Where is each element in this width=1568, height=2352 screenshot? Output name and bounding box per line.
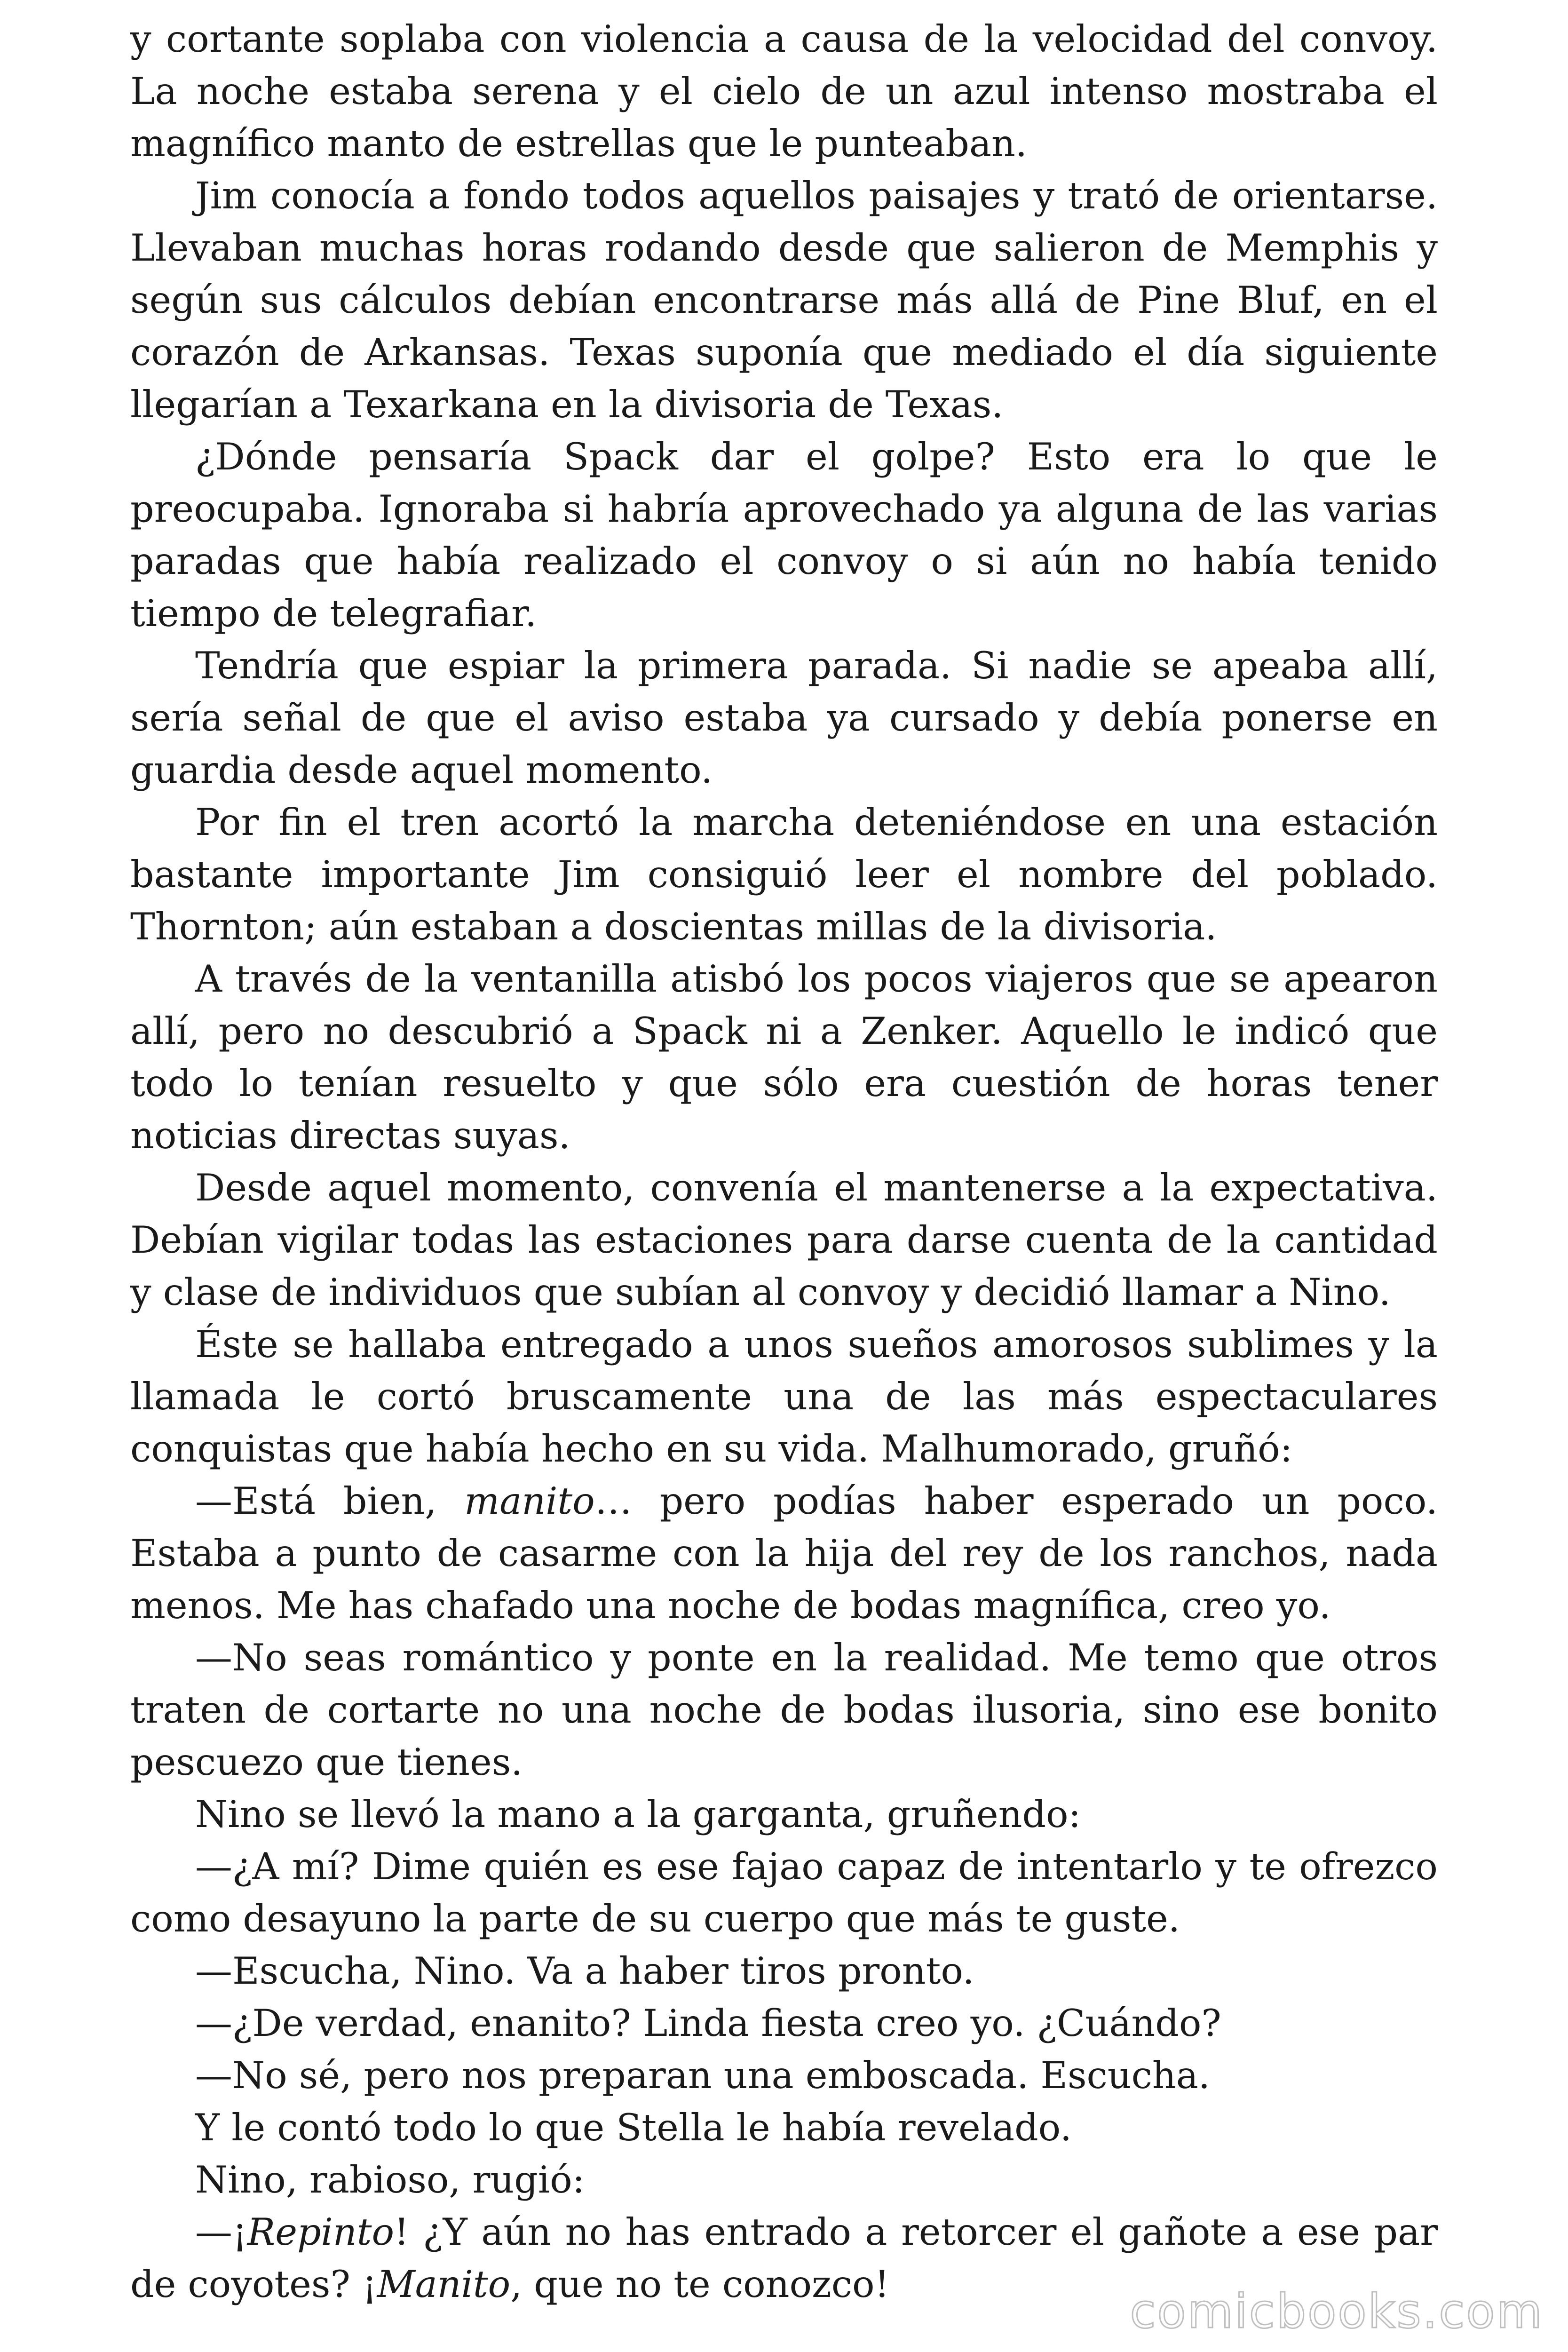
paragraph-text: —Está bien, — [195, 1479, 465, 1523]
paragraph-10 — [130, 1632, 1438, 1788]
paragraph-text: ¿Dónde pensaría Spack dar el golpe? Esto era lo que le preocupaba. Ignoraba si habría aprovechado ya alguna de las varias paradas que había realizado el convoy o si aún no había tenido tiempo de telegrafiar. — [130, 435, 1438, 635]
paragraph-8 — [130, 1319, 1438, 1475]
paragraph-15 — [130, 2050, 1438, 2102]
paragraph-6 — [130, 953, 1438, 1162]
paragraph-text: ! ¿Y aún no has entrado a retorcer el gañote a ese par de coyotes? ¡ — [130, 2210, 1438, 2306]
italic-word: Repinto — [247, 2210, 395, 2254]
paragraph-text: —No seas romántico y ponte en la realidad. Me temo que otros traten de cortarte no una noche de bodas ilusoria, sino ese bonito pescuezo que tienes. — [130, 1636, 1438, 1784]
paragraph-9 — [130, 1475, 1438, 1632]
paragraph-17 — [130, 2154, 1438, 2206]
paragraph-text: y cortante soplaba con violencia a causa de la velocidad del convoy. La noche estaba serena y el cielo de un azul intenso mostraba el magnífico manto de estrellas que le punteaban. — [130, 17, 1438, 165]
italic-word: manito — [464, 1479, 595, 1523]
paragraph-4 — [130, 640, 1438, 796]
paragraph-3 — [130, 431, 1438, 640]
paragraph-text: … pero podías haber esperado un poco. Estaba a punto de casarme con la hija del rey de los ranchos, nada menos. Me has chafado una noche de bodas magnífica, creo yo. — [130, 1479, 1438, 1627]
paragraph-11 — [130, 1788, 1438, 1841]
watermark: comicbooks.com — [1130, 2284, 1544, 2339]
paragraph-text: Tendría que espiar la primera parada. Si nadie se apeaba allí, sería señal de que el aviso estaba ya cursado y debía ponerse en guardia desde aquel momento. — [130, 644, 1438, 792]
body-text — [130, 13, 1438, 2311]
paragraph-5 — [130, 796, 1438, 953]
paragraph-14 — [130, 1997, 1438, 2050]
paragraph-1 — [130, 13, 1438, 170]
paragraph-text: Nino se llevó la mano a la garganta, gruñendo: — [195, 1793, 1081, 1836]
paragraph-text: Por fin el tren acortó la marcha deteniéndose en una estación bastante importante Jim consiguió leer el nombre del poblado. Thornton; aún estaban a doscientas millas de la divisoria. — [130, 801, 1438, 948]
paragraph-2 — [130, 170, 1438, 431]
paragraph-text: Nino, rabioso, rugió: — [195, 2158, 585, 2201]
paragraph-16 — [130, 2102, 1438, 2154]
paragraph-text: —¿A mí? Dime quién es ese fajao capaz de intentarlo y te ofrezco como desayuno la parte de su cuerpo que más te guste. — [130, 1845, 1438, 1940]
paragraph-text: , que no te conozco! — [510, 2263, 890, 2306]
paragraph-text: Jim conocía a fondo todos aquellos paisajes y trató de orientarse. Llevaban muchas horas rodando desde que salieron de Memphis y según sus cálculos debían encontrarse más allá de Pine Bluf, en el corazón de Arkansas. Texas suponía que mediado el día siguiente llegarían a Texarkana en la divisoria de Texas. — [130, 174, 1438, 426]
italic-word: Manito — [377, 2263, 511, 2306]
paragraph-13 — [130, 1945, 1438, 1997]
paragraph-text: Y le contó todo lo que Stella le había revelado. — [195, 2106, 1072, 2149]
paragraph-text: —¿De verdad, enanito? Linda fiesta creo yo. ¿Cuándo? — [195, 2002, 1221, 2045]
paragraph-text: —¡ — [195, 2210, 247, 2254]
paragraph-12 — [130, 1841, 1438, 1945]
paragraph-text: —No sé, pero nos preparan una emboscada. Escucha. — [195, 2054, 1210, 2097]
paragraph-text: Éste se hallaba entregado a unos sueños amorosos sublimes y la llamada le cortó bruscamente una de las más espectaculares conquistas que había hecho en su vida. Malhumorado, gruñó: — [130, 1323, 1438, 1470]
paragraph-text: Desde aquel momento, convenía el mantenerse a la expectativa. Debían vigilar todas las estaciones para darse cuenta de la cantidad y clase de individuos que subían al convoy y decidió llamar a Nino. — [130, 1166, 1438, 1314]
paragraph-text: A través de la ventanilla atisbó los pocos viajeros que se apearon allí, pero no descubrió a Spack ni a Zenker. Aquello le indicó que todo lo tenían resuelto y que sólo era cuestión de horas tener noticias directas suyas. — [130, 957, 1438, 1157]
paragraph-7 — [130, 1162, 1438, 1319]
paragraph-text: —Escucha, Nino. Va a haber tiros pronto. — [195, 1949, 974, 1993]
